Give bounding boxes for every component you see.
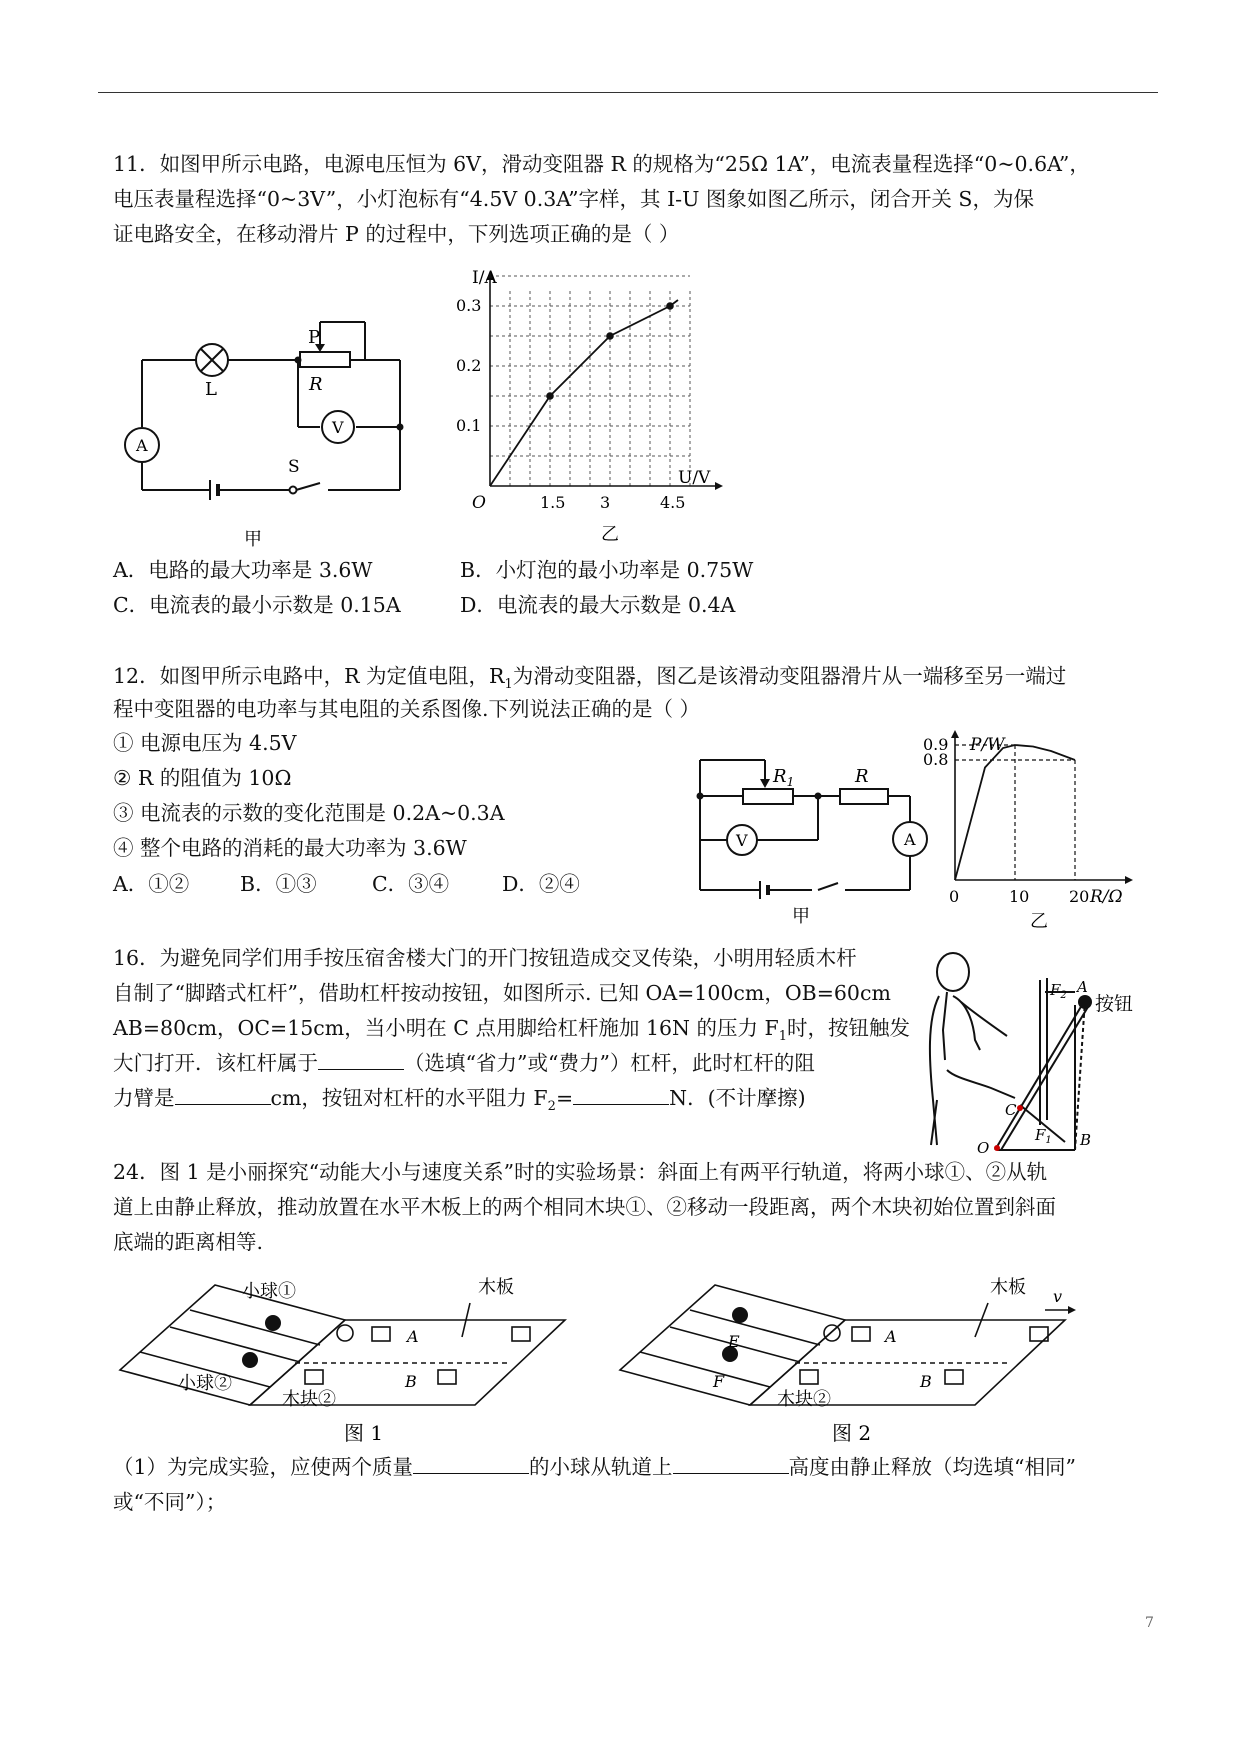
y-tick-label: 0.3: [456, 296, 482, 315]
q16-line-3: [113, 1016, 910, 1049]
y-tick-label: 0.2: [456, 356, 482, 375]
q11-option-c: C．电流表的最小示数是 0.15A: [113, 593, 401, 617]
q24-sub1-a: （1）为完成实验，应使两个质量: [113, 1455, 414, 1479]
q24-sub1-c: 高度由静止释放（均选填“相同”: [788, 1455, 1077, 1479]
q16-label-button: 按钮: [1095, 993, 1134, 1015]
q11-option-b: B．小灯泡的最小功率是 0.75W: [460, 558, 754, 582]
q11-chart-caption: 乙: [601, 524, 619, 545]
x-axis-arrow: [1125, 876, 1133, 884]
q11-caption-jia: 甲: [244, 529, 262, 550]
q11-iu-chart: [450, 268, 720, 548]
q24-fig1-B: B: [405, 1372, 417, 1391]
q24-fig1-A: A: [407, 1327, 419, 1346]
q16-f2-eq: =: [555, 1086, 574, 1110]
x-tick-label: 10: [1009, 887, 1030, 906]
q16-line-5: [113, 1086, 806, 1119]
x-tick-label: 20: [1069, 887, 1090, 906]
q11-label-R: R: [309, 374, 323, 395]
q16-line-5-a: 力臂是: [113, 1086, 175, 1110]
q24-fig1-ball2: 小球②: [178, 1373, 232, 1394]
q12-chart-marks: [955, 745, 1075, 880]
q12-item-4: ④ 整个电路的消耗的最大功率为 3.6W: [113, 836, 467, 860]
q11-option-d: D．电流表的最大示数是 0.4A: [460, 593, 736, 617]
q16-line-2: 自制了“脚踏式杠杆”，借助杠杆按动按钮，如图所示. 已知 OA=100cm，OB=60cm: [113, 981, 891, 1005]
data-point: [606, 332, 614, 340]
q24-fig2-A: A: [885, 1327, 897, 1346]
q12-option-d: D．②④: [502, 872, 580, 896]
q12-item-3: ③ 电流表的示数的变化范围是 0.2A~0.3A: [113, 801, 505, 825]
q12-option-b: B．①③: [240, 872, 317, 896]
q12-option-a: A．①②: [113, 872, 190, 896]
page-number: 7: [1145, 1615, 1154, 1631]
q16-label-C: C: [1005, 1101, 1017, 1119]
q12-line-2: 程中变阻器的电功率与其电阻的关系图像.下列说法正确的是（ ）: [113, 697, 701, 721]
q12-item-2: ② R 的阻值为 10Ω: [113, 766, 292, 790]
q16-label-F1: $F_1$: [1035, 1126, 1052, 1146]
q24-fig2-F: F: [713, 1372, 725, 1391]
q12-chart-ylabel: P/W: [970, 735, 1005, 755]
q12-line-1-a: 12．如图甲所示电路中，R 为定值电阻，R: [113, 664, 505, 688]
q12-chart-caption: 乙: [1030, 911, 1048, 932]
q16-f1-sub: 1: [778, 1029, 788, 1045]
q11-circuit-diagram: [110, 300, 430, 550]
y-tick-label: 0.1: [456, 416, 482, 435]
q24-line-1: 24．图 1 是小丽探究“动能大小与速度关系”时的实验场景：斜面上有两平行轨道，将两小球①、②从轨: [113, 1160, 1048, 1184]
q16-line-5-b: cm，按钮对杠杆的水平阻力 F: [270, 1086, 548, 1110]
q11-chart-origin: O: [472, 493, 486, 513]
q11-chart-grid: [490, 276, 690, 486]
x-tick-label: 3: [600, 493, 611, 512]
q11-option-a: A．电路的最大功率是 3.6W: [113, 558, 373, 582]
q12-label-R: R: [855, 766, 869, 787]
q24-blank-2[interactable]: [673, 1455, 789, 1474]
q16-line-4-b: （选填“省力”或“费力”）杠杆，此时杠杆的阻: [404, 1051, 815, 1075]
q24-fig1-board: 木板: [478, 1277, 514, 1298]
q11-line-2: 电压表量程选择“0~3V”，小灯泡标有“4.5V 0.3A”字样，其 I-U 图象如图乙所示，闭合开关 S，为保: [113, 187, 1034, 211]
q24-fig2-block2: 木块②: [777, 1389, 831, 1410]
q16-line-5-c: N．(不计摩擦): [669, 1086, 806, 1110]
q24-fig2-v: v: [1053, 1287, 1063, 1306]
y-axis-arrow: [951, 730, 959, 738]
q12-label-R1: $R_1$: [773, 766, 795, 789]
q16-line-4-a: 大门打开．该杠杆属于: [113, 1051, 318, 1075]
q16-label-A: A: [1077, 978, 1088, 996]
q11-line-3: 证电路安全，在移动滑片 P 的过程中，下列选项正确的是（ ）: [113, 222, 680, 246]
q12-line-1-b: 为滑动变阻器，图乙是该滑动变阻器滑片从一端移至另一端过: [512, 664, 1067, 688]
q24-fig2-board: 木板: [990, 1277, 1026, 1298]
x-tick-label: 4.5: [660, 493, 686, 512]
q12-item-1: ① 电源电压为 4.5V: [113, 731, 297, 755]
q24-sub1-line-1: [113, 1455, 1076, 1479]
q12-r1-sub: 1: [504, 677, 513, 693]
q16-blank-1[interactable]: [318, 1051, 404, 1070]
q24-figure-2: [620, 1275, 1080, 1445]
q16-blank-2[interactable]: [175, 1086, 271, 1105]
q11-line-1: 11．如图甲所示电路，电源电压恒为 6V，滑动变阻器 R 的规格为“25Ω 1A”，电流表量程选择“0~0.6A”，: [113, 152, 1090, 176]
q16-line-1: 16．为避免同学们用手按压宿舍楼大门的开门按钮造成交叉传染，小明用轻质木杆: [113, 946, 857, 970]
x-axis-arrow: [715, 482, 723, 490]
q11-label-L: L: [205, 379, 217, 400]
x-tick-label: 0: [949, 887, 960, 906]
q12-label-A: A: [904, 830, 916, 849]
q16-label-B: B: [1080, 1131, 1092, 1149]
q11-label-V: V: [332, 418, 344, 437]
q24-blank-1[interactable]: [413, 1455, 529, 1474]
q12-label-V: V: [736, 831, 748, 850]
q16-blank-3[interactable]: [573, 1086, 669, 1105]
q24-figure-1: [120, 1275, 570, 1445]
q11-label-A: A: [136, 436, 148, 455]
q16-f2-sub: 2: [547, 1099, 556, 1115]
q24-line-2: 道上由静止释放，推动放置在水平木板上的两个相同木块①、②移动一段距离，两个木块初始位置到斜面: [113, 1195, 1056, 1219]
q24-fig1-ball1: 小球①: [242, 1281, 296, 1302]
q24-fig2-B: B: [920, 1372, 932, 1391]
q12-caption-jia: 甲: [792, 906, 810, 927]
y-tick-label: 0.8: [923, 750, 949, 769]
q16-label-O: O: [977, 1139, 990, 1157]
q24-fig2-E: E: [728, 1332, 740, 1351]
q16-label-F2: $F_2$: [1050, 981, 1067, 1001]
q12-pr-chart: [920, 730, 1140, 930]
q16-line-4: [113, 1051, 815, 1075]
q12-circuit-diagram: [700, 750, 930, 930]
q24-fig1-caption: 图 1: [344, 1421, 384, 1445]
q24-fig1-block2: 木块②: [282, 1389, 336, 1410]
q12-chart-xlabel: R/Ω: [1090, 887, 1123, 907]
header-rule: [98, 92, 1158, 93]
data-point: [546, 392, 554, 400]
x-tick-label: 1.5: [540, 493, 566, 512]
q16-line-3-b: 时，按钮触发: [787, 1016, 911, 1040]
q24-line-3: 底端的距离相等.: [113, 1230, 264, 1254]
q11-label-S: S: [288, 457, 300, 477]
y-tick-label: 0.9: [923, 735, 949, 754]
q12-option-c: C．③④: [372, 872, 450, 896]
q24-fig2-caption: 图 2: [832, 1421, 872, 1445]
q11-label-P: P: [308, 327, 321, 348]
q11-chart-ylabel: I/A: [472, 268, 497, 288]
q24-sub1-line-2: 或“不同”）；: [113, 1490, 227, 1514]
q12-line-1: [113, 664, 1066, 697]
data-point: [666, 302, 674, 310]
q24-sub1-b: 的小球从轨道上: [529, 1455, 673, 1479]
q16-lever-figure: [925, 950, 1145, 1157]
q11-chart-xlabel: U/V: [678, 468, 711, 488]
q16-line-3-a: AB=80cm，OC=15cm，当小明在 C 点用脚给杠杆施加 16N 的压力 F: [113, 1016, 779, 1040]
